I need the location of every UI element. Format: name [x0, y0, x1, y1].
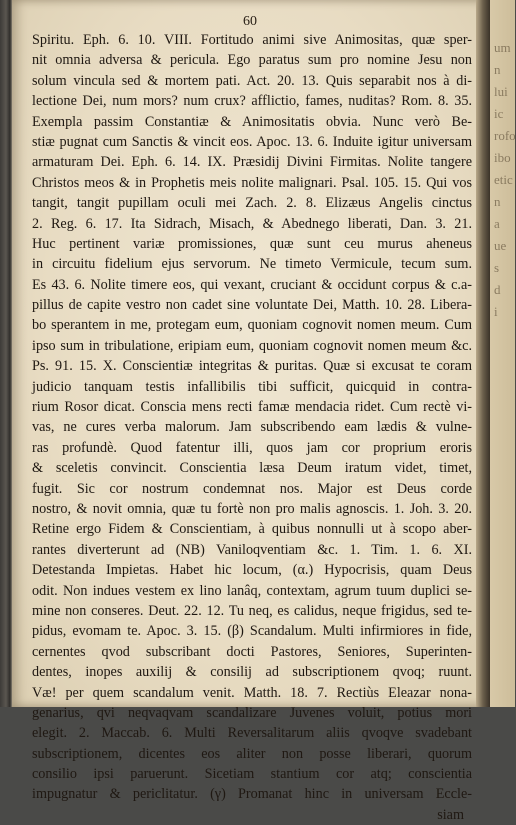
text-line: subscriptionem, dicentes eos aliter non posse liberari, quorum	[32, 745, 472, 762]
text-line: nit omnia adversa & pericula. Ego paratus sum pro nomine Jesu non	[32, 52, 472, 69]
text-line: Retine ergo Fidem & Conscientiam, à quibus nonnulli ut à scopo aber-	[32, 521, 472, 538]
text-line: pillus de capite vestro non cadet sine voluntate Dei, Matth. 10. 28. Libera-	[32, 297, 472, 314]
text-line: dentes, inopes auxilij & consilij ad subscriptionem qvoq; ruunt.	[32, 664, 472, 681]
facing-page-fragment: n	[494, 62, 501, 77]
text-line: nostro, & novit omnia, quæ tu fortè non pro malis agnoscis. 1. Joh. 3. 20.	[32, 500, 472, 517]
text-line: bo sperantem in me, protegam eum, quoniam cognovit nomen meum. Cum	[32, 317, 472, 334]
text-line: mine non conseres. Deut. 22. 12. Tu neq, es calidus, neque frigidus, sed te-	[32, 602, 472, 619]
text-line: Exempla passim Constantiæ & Animositatis obvia. Nunc verò Be-	[32, 113, 472, 130]
text-line: Spiritu. Eph. 6. 10. VIII. Fortitudo animi sive Animositas, quæ sper-	[32, 32, 472, 48]
page-number: 60	[243, 14, 257, 29]
text-line: odit. Non indues vestem ex lino lanâq, contextam, agrum tuum duplici se-	[32, 582, 472, 599]
facing-page-fragment: etic	[494, 172, 513, 187]
facing-page-fragment: d	[494, 282, 501, 297]
text-line: rium Rosor dicat. Conscia mens recti famæ mendacia ridet. Cum rectè vi-	[32, 399, 472, 416]
text-line: lectione Dei, num mors? num crux? afflictio, fames, nuditas? Rom. 8. 35.	[32, 93, 472, 110]
text-line: consilio ipsi paruerunt. Sicetiam stantium cor atq; conscientia	[32, 766, 472, 783]
text-line: vas, ne cures verba malorum. Jam subscribendo eam lædis & vulne-	[32, 419, 472, 436]
text-line: ipso sum in tribulatione, eripiam eum, quoniam cognovit nomen meum &c.	[32, 337, 472, 354]
book-gutter	[476, 0, 490, 707]
text-line: 2. Reg. 6. 17. Ita Sidrach, Misach, & Abednego liberati, Dan. 3. 21.	[32, 215, 472, 232]
text-line: impugnatur & periclitatur. (γ) Promanat hinc in universam Eccle-	[32, 786, 472, 803]
text-line: ras profundè. Quod fatentur illi, quos jam cor proprium eroris	[32, 439, 472, 456]
facing-page-fragment: s	[494, 260, 500, 275]
facing-page-fragment: n	[494, 194, 501, 209]
facing-page-fragment: i	[494, 304, 498, 319]
text-line: & sceletis convincit. Conscientia læsa Deum iratum videt, timet,	[32, 460, 472, 477]
facing-page-fragment: a	[494, 216, 500, 231]
facing-page-fragment: um	[494, 40, 511, 55]
text-line: Huc pertinent variæ promissiones, quæ sunt ceu murus aheneus	[32, 235, 472, 252]
text-line: stiæ pugnat cum Sanctis & vincit eos. Apoc. 13. 6. Induite igitur universam	[32, 133, 472, 150]
facing-page-fragment: lui	[494, 84, 508, 99]
text-line: in circuitu fidelium ejus servorum. Ne timeto Vermicule, tecum sum.	[32, 256, 472, 273]
text-line: pidus, evomam te. Apoc. 3. 15. (β) Scandalum. Multi infirmiores in fide,	[32, 623, 472, 640]
book-page	[12, 0, 488, 823]
text-line: Christos meos & in Prophetis meis nolite malignari. Psal. 105. 15. Qui vos	[32, 174, 472, 191]
text-line: judicio tanquam testis infallibilis tibi sufficit, quicquid in contra-	[32, 378, 472, 395]
text-line: rantes diverterunt ad (NB) Vaniloqventiam &c. 1. Tim. 1. 6. XI.	[32, 541, 472, 558]
text-block	[32, 30, 472, 825]
text-line: solum vincula sed & mortem pati. Act. 20. 13. Quis separabit nos à di-	[32, 72, 472, 89]
facing-page-fragment: ic	[494, 106, 504, 121]
facing-page-edge	[490, 0, 515, 707]
catchword: siam	[437, 806, 464, 823]
facing-page-fragment: rofo	[494, 128, 516, 143]
text-line: genarius, qvi neqvaqvam scandalizare Juvenes voluit, potius mori	[32, 704, 472, 721]
text-line: tangit, tangit pupillam oculi mei Zach. 2. 8. Elizæus Angelis cinctus	[32, 195, 472, 212]
facing-page-fragment: ue	[494, 238, 507, 253]
text-line: Es 43. 6. Nolite timere eos, qui vexant, cruciant & occidunt corpus & c.a-	[32, 276, 472, 293]
text-line: Væ! per quem scandalum venit. Matth. 18. 7. Rectiùs Eleazar nona-	[32, 684, 472, 701]
text-line: Detestanda Impietas. Habet hic locum, (α.) Hypocrisis, quam Deus	[32, 562, 472, 579]
text-line: Ps. 91. 15. X. Conscientiæ integritas & puritas. Quæ si excusat te coram	[32, 358, 472, 375]
text-line: cernentes qvod subscribant docti Pastores, Seniores, Superinten-	[32, 643, 472, 660]
text-line: elegit. 2. Maccab. 6. Multi Reversalitarum aliis qvoqve svadebant	[32, 725, 472, 742]
facing-page-fragment: ibo	[494, 150, 511, 165]
text-line: fugit. Sic cor nostrum condemnat nos. Major est Deus corde	[32, 480, 472, 497]
text-line: armaturam Dei. Eph. 6. 14. IX. Præsidij Divini Firmitas. Nolite tangere	[32, 154, 472, 171]
